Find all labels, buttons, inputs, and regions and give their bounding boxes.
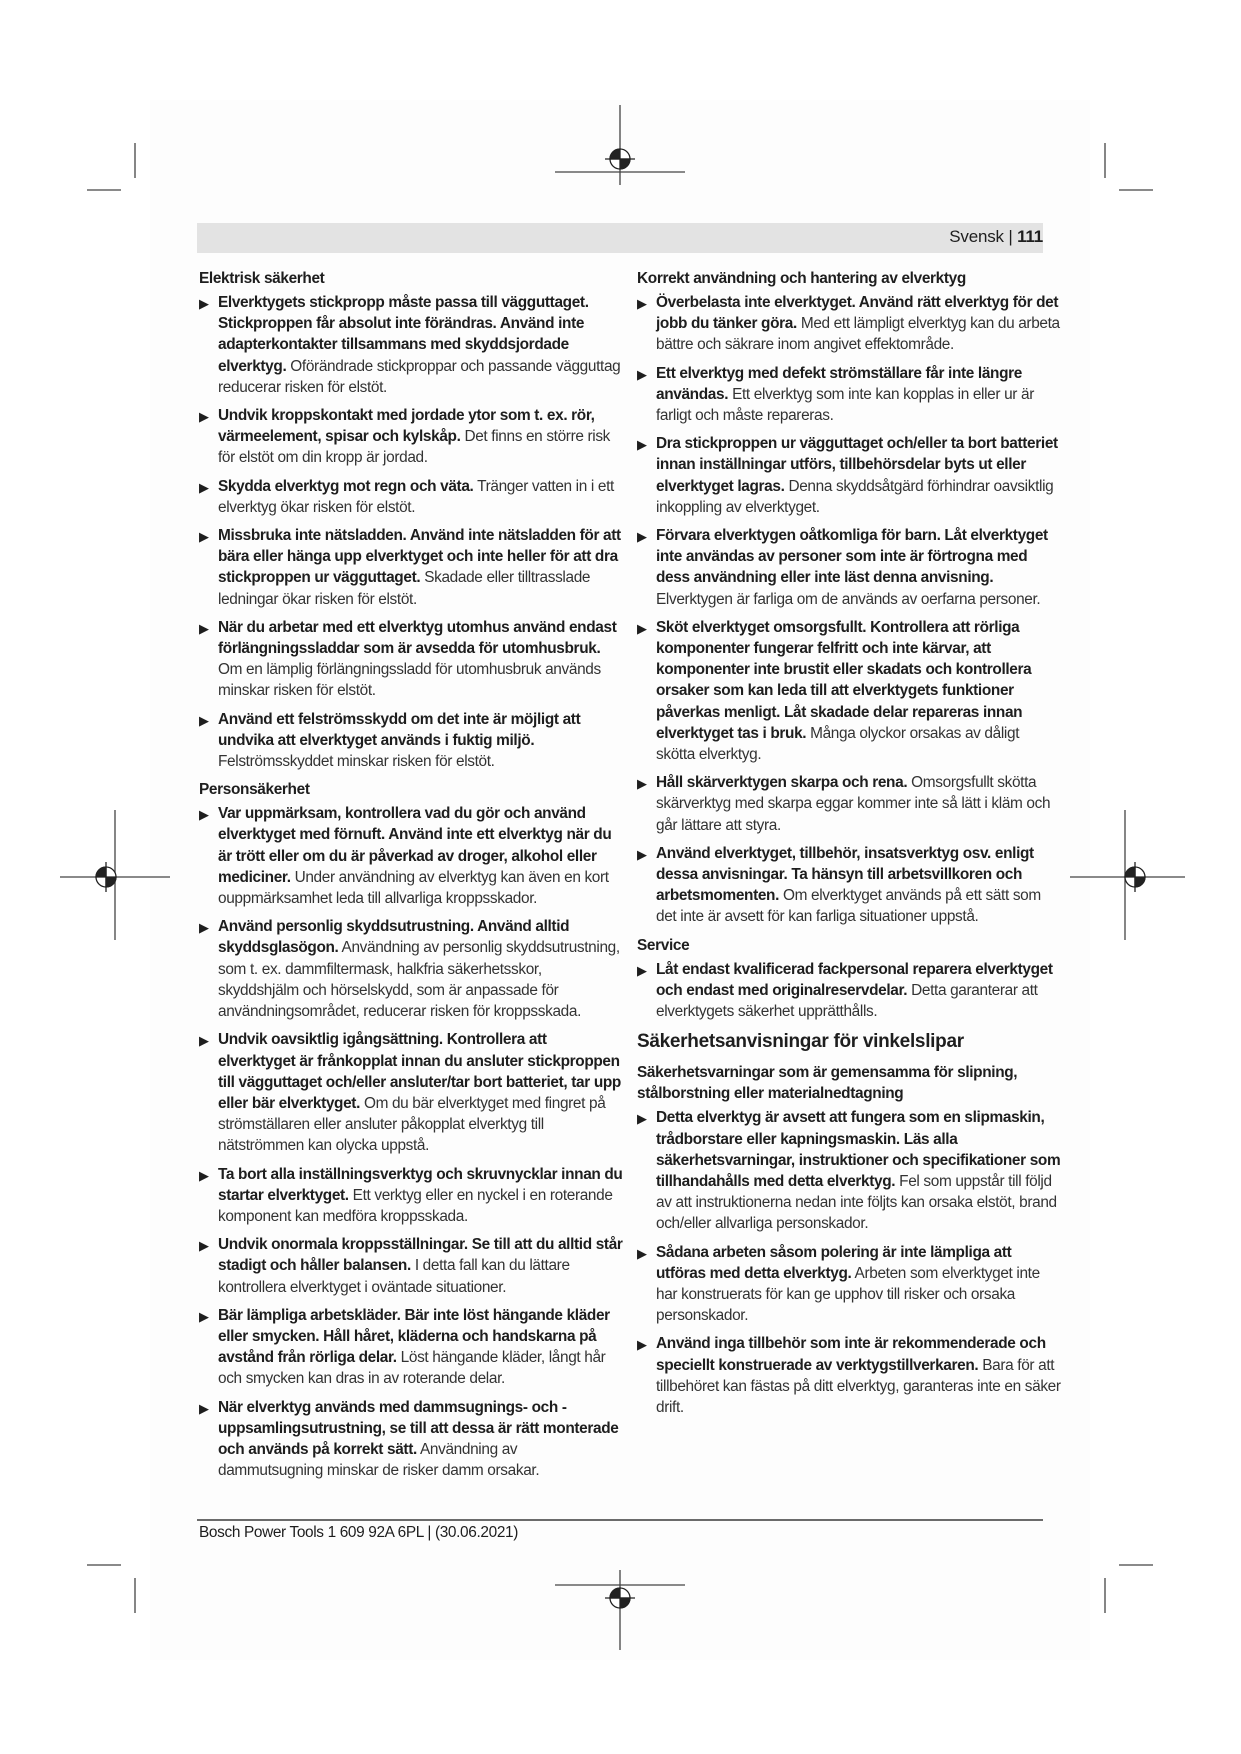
bullet-arrow-icon: ▶ xyxy=(637,366,647,382)
bullet-arrow-icon: ▶ xyxy=(199,1033,209,1049)
section-heading: Säkerhetsvarningar som är gemensamma för slipning, stålborstning eller materialnedtagning xyxy=(637,1064,1018,1103)
item-bold-text: Undvik kroppskontakt med jordade ytor som t. ex. rör, värmeelement, spisar och kylskåp. xyxy=(218,407,595,446)
registration-target-icon xyxy=(96,862,116,892)
list-item xyxy=(199,916,624,1022)
list-item xyxy=(199,1234,624,1298)
list-item xyxy=(199,405,624,469)
bullet-arrow-icon: ▶ xyxy=(637,776,647,792)
bullet-arrow-icon: ▶ xyxy=(637,529,647,545)
item-bold-text: Ta bort alla inställningsverktyg och skruvnycklar innan du startar elverktyget. xyxy=(218,1165,623,1204)
header-separator: | xyxy=(1008,227,1013,246)
section-heading: Korrekt användning och hantering av elverktyg xyxy=(637,270,966,287)
section-heading: Elektrisk säkerhet xyxy=(199,270,325,287)
list-item xyxy=(199,617,624,702)
bullet-arrow-icon: ▶ xyxy=(199,529,209,545)
item-body-text: Om en lämplig förlängningssladd för utomhusbruk används minskar risken för elstöt. xyxy=(218,661,601,700)
list-item xyxy=(199,525,624,610)
item-body-text: Bara för att tillbehöret kan fästas på ditt elverktyg, garanteras inte en säker drift. xyxy=(656,1356,1061,1416)
item-body-text: Många olyckor orsakas av dåligt skötta elverktyg. xyxy=(656,724,1020,764)
item-bold-text: Håll skärverktygen skarpa och rena. xyxy=(656,774,908,792)
item-body-text: Denna skyddsåtgärd förhindrar oavsiktlig inkoppling av elverktyget. xyxy=(656,477,1054,516)
item-body-text: I detta fall kan du lättare kontrollera elverktyget i oväntade situationer. xyxy=(218,1257,570,1296)
item-body-text: Löst hängande kläder, långt hår och smycken kan dras in av roterande delar. xyxy=(218,1349,606,1388)
item-bold-text: Sådana arbeten såsom polering är inte lämpliga att utföras med detta elverktyg. xyxy=(656,1243,1012,1282)
footer-rule xyxy=(197,1519,1043,1521)
item-bold-text: Bär lämpliga arbetskläder. Bär inte löst hängande kläder eller smycken. Håll håret, kläderna och handskarna på avstånd från rörliga delar. xyxy=(218,1306,610,1367)
bullet-arrow-icon: ▶ xyxy=(637,1245,647,1261)
section-heading: Personsäkerhet xyxy=(199,781,310,799)
item-body-text: Ett elverktyg som inte kan kopplas in eller ur är farligt och måste repareras. xyxy=(656,385,1034,425)
bullet-arrow-icon: ▶ xyxy=(199,1400,209,1416)
registration-target-icon xyxy=(605,149,635,169)
section-heading: Service xyxy=(637,936,690,954)
list-item xyxy=(199,476,624,518)
item-body-text: Användning av dammutsugning minskar de risker damm orsakar. xyxy=(218,1440,540,1480)
bullet-arrow-icon: ▶ xyxy=(637,620,647,636)
item-bold-text: Undvik onormala kroppsställningar. Se till att du alltid står stadigt och håller balansen. xyxy=(218,1236,623,1275)
list-item xyxy=(637,433,1062,518)
bullet-arrow-icon: ▶ xyxy=(637,296,647,311)
bullet-arrow-icon: ▶ xyxy=(637,437,647,453)
list-item xyxy=(637,525,1062,610)
item-body-text: Det finns en större risk för elstöt om din kropp är jordad. xyxy=(218,428,611,467)
list-item xyxy=(637,617,1062,765)
list-item xyxy=(637,1107,1062,1234)
item-body-text: Fel som uppstår till följd av att instruktionerna nedan inte följts kan orsaka elstöt, brand och/eller allvarliga personskador. xyxy=(656,1172,1057,1233)
bullet-arrow-icon: ▶ xyxy=(199,1308,209,1324)
footer-text: Bosch Power Tools 1 609 92A 6PL | (30.06.2021) xyxy=(199,1524,519,1541)
item-body-text: Användning av personlig skyddsutrustning, som t. ex. dammfiltermask, halkfria säkerhetsskor, skyddshjälm och hörselskydd, som är anpassade för användningsområdet, reducerar risken för kroppsskada. xyxy=(218,939,620,1021)
list-item xyxy=(199,1164,624,1228)
bullet-arrow-icon: ▶ xyxy=(199,712,209,728)
item-body-text: Om elverktyget används på ett sätt som det inte är avsett för kan farliga situationer uppstå. xyxy=(656,887,1041,926)
bullet-arrow-icon: ▶ xyxy=(199,807,209,823)
header-bar xyxy=(197,223,1043,253)
bullet-arrow-icon: ▶ xyxy=(637,1337,647,1353)
item-bold-text: Skydda elverktyg mot regn och väta. xyxy=(218,477,474,495)
item-bold-text: Detta elverktyg är avsett att fungera som en slipmaskin, trådborstare eller kapningsmaskin. Läs alla säkerhetsvarningar, instruktioner och specifikationer som tillhandahålls med detta elverktyg. xyxy=(656,1109,1061,1190)
item-body-text: Skadade eller tilltrasslade ledningar ökar risken för elstöt. xyxy=(218,569,591,608)
list-item xyxy=(637,1333,1062,1418)
bullet-arrow-icon: ▶ xyxy=(199,920,209,936)
item-bold-text: När du arbetar med ett elverktyg utomhus använd endast förlängningssladdar som är avsedda för utomhusbruk. xyxy=(218,618,617,658)
list-item xyxy=(637,959,1062,1023)
item-bold-text: Elverktygets stickpropp måste passa till vägguttaget. Stickproppen får absolut inte förändras. Använd inte adapterkontakter tillsammans med skyddsjordade elverktyg. xyxy=(218,294,589,375)
item-body-text: Elverktygen är farliga om de används av oerfarna personer. xyxy=(656,590,1041,608)
item-bold-text: Var uppmärksam, kontrollera vad du gör och använd elverktyget med förnuft. Använd inte ett elverktyg när du är trött eller om du är påverkad av droger, alkohol eller mediciner. xyxy=(218,805,612,886)
right-column xyxy=(637,268,1062,1425)
list-item xyxy=(637,363,1062,427)
list-item xyxy=(199,1305,624,1390)
bullet-arrow-icon: ▶ xyxy=(637,846,647,862)
item-bold-text: Använd ett felströmsskydd om det inte är möjligt att undvika att elverktyget används i fuktig miljö. xyxy=(218,710,581,749)
item-bold-text: Använd inga tillbehör som inte är rekommenderade och speciellt konstruerade av verktygstillverkaren. xyxy=(656,1335,1046,1374)
bullet-arrow-icon: ▶ xyxy=(199,1238,209,1254)
list-item xyxy=(637,292,1062,356)
bullet-arrow-icon: ▶ xyxy=(199,1167,209,1183)
page-header xyxy=(949,227,1043,247)
left-column xyxy=(199,268,624,1488)
item-body-text: Tränger vatten in i ett elverktyg ökar risken för elstöt. xyxy=(218,477,614,516)
item-body-text: Ett verktyg eller en nyckel i en roterande komponent kan medföra kroppsskada. xyxy=(218,1186,613,1225)
item-bold-text: Använd elverktyget, tillbehör, insatsverktyg osv. enligt dessa anvisningar. Ta hänsyn till arbetsvillkoren och arbetsmomenten. xyxy=(656,844,1034,905)
list-item xyxy=(199,1397,624,1482)
bullet-arrow-icon: ▶ xyxy=(199,479,209,495)
page-number: 111 xyxy=(1017,227,1043,246)
registration-target-icon xyxy=(1125,862,1145,892)
item-body-text: Arbeten som elverktyget inte har konstruerats för kan ge upphov till risker och orsaka personskador. xyxy=(656,1264,1040,1325)
item-body-text: Med ett lämpligt elverktyg kan du arbeta bättre och säkrare inom angivet effektområde. xyxy=(656,315,1060,354)
item-bold-text: Förvara elverktygen oåtkomliga för barn. Låt elverktyget inte användas av personer som inte är förtrogna med dess användning eller inte läst denna anvisning. xyxy=(656,527,1048,587)
registration-target-icon xyxy=(605,1588,635,1608)
item-bold-text: Överbelasta inte elverktyget. Använd rätt elverktyg för det jobb du tänker göra. xyxy=(656,294,1059,333)
item-body-text: Felströmsskyddet minskar risken för elstöt. xyxy=(218,753,495,771)
item-bold-text: Ett elverktyg med defekt strömställare får inte längre användas. xyxy=(656,364,1023,403)
list-item xyxy=(199,292,624,398)
bullet-arrow-icon: ▶ xyxy=(199,409,209,425)
item-body-text: Detta garanterar att elverktygets säkerhet upprätthålls. xyxy=(656,981,1038,1021)
header-language: Svensk xyxy=(949,227,1004,246)
bullet-arrow-icon: ▶ xyxy=(637,962,647,978)
item-bold-text: Dra stickproppen ur vägguttaget och/eller ta bort batteriet innan inställningar utförs, tillbehörsdelar byts ut eller elverktyget lagras. xyxy=(656,435,1058,495)
list-item xyxy=(637,1242,1062,1327)
list-item xyxy=(199,709,624,773)
list-item xyxy=(199,1029,624,1156)
bullet-arrow-icon: ▶ xyxy=(199,620,209,636)
item-bold-text: När elverktyg används med dammsugnings- och -uppsamlingsutrustning, se till att dessa är rätt monterade och används på korrekt sätt. xyxy=(218,1398,619,1458)
bullet-arrow-icon: ▶ xyxy=(199,296,209,311)
list-item xyxy=(637,772,1062,836)
item-body-text: Omsorgsfullt skötta skärverktyg med skarpa eggar kommer inte så lätt i kläm och går lättare att styra. xyxy=(656,774,1051,834)
item-body-text: Om du bär elverktyget med fingret på strömställaren eller ansluter påkopplat elverktyg till nätströmmen kan olycka uppstå. xyxy=(218,1094,606,1155)
item-bold-text: Sköt elverktyget omsorgsfullt. Kontrollera att rörliga komponenter fungerar felfritt och inte kärvar, att komponenter inte brustit eller skadats och kontrollera orsaker som kan leda till att elverktygets funktioner påverkas menligt. Låt skadade delar repareras innan elverktyget tas i bruk. xyxy=(656,618,1032,742)
list-item xyxy=(637,843,1062,928)
bullet-arrow-icon: ▶ xyxy=(637,1111,647,1127)
item-bold-text: Använd personlig skyddsutrustning. Använd alltid skyddsglasögon. xyxy=(218,918,570,957)
item-bold-text: Undvik oavsiktlig igångsättning. Kontrollera att elverktyget är frånkopplat innan du ansluter stickproppen till vägguttaget och/eller ansluter/tar bort batteriet, tar upp eller bär elverktyget. xyxy=(218,1031,621,1112)
item-body-text: Under användning av elverktyg kan även en kort ouppmärksamhet leda till allvarliga kroppsskador. xyxy=(218,868,609,908)
item-body-text: Oförändrade stickproppar och passande vägguttag reducerar risken för elstöt. xyxy=(218,357,621,396)
section-title: Säkerhetsanvisningar för vinkelslipar xyxy=(637,1031,964,1053)
item-bold-text: Missbruka inte nätsladden. Använd inte nätsladden för att bära eller hänga upp elverktyget och inte heller för att dra stickproppen ur vägguttaget. xyxy=(218,527,621,587)
item-bold-text: Låt endast kvalificerad fackpersonal reparera elverktyget och endast med originalreservdelar. xyxy=(656,960,1053,999)
list-item xyxy=(199,803,624,909)
